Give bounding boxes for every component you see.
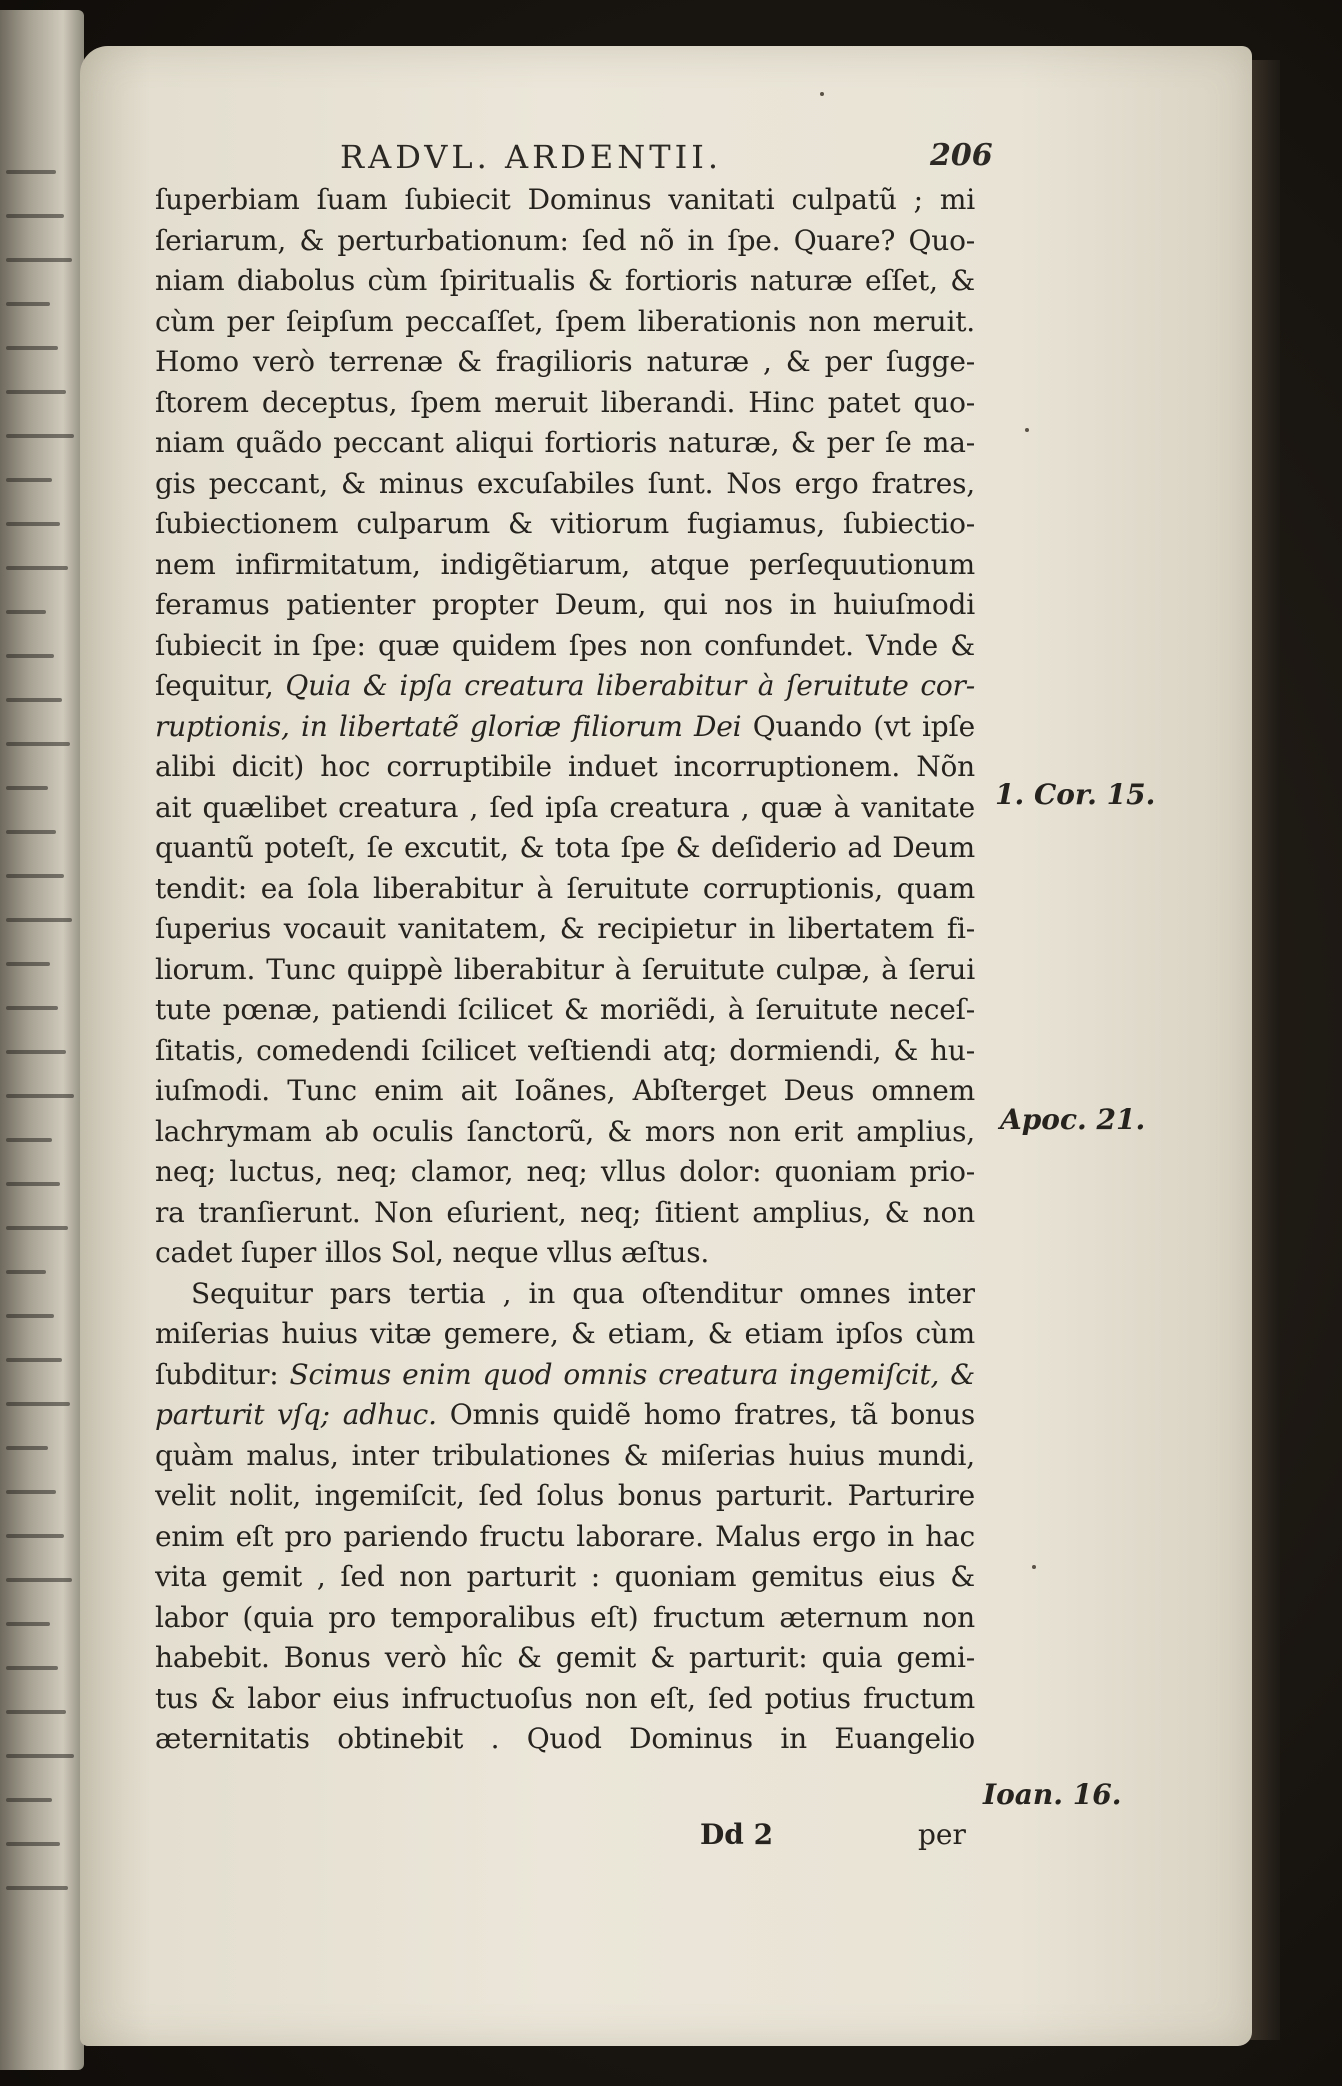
text-line (155, 1071, 975, 1112)
text-line (155, 585, 975, 626)
text-line (155, 383, 975, 424)
text-line (155, 1314, 975, 1355)
text-line (155, 1557, 975, 1598)
facing-text-ghost (6, 434, 74, 438)
line-text: ſubiecit in ſpe: quæ quidem ſpes non confundet. Vnde & (155, 628, 975, 662)
text-line (155, 747, 975, 788)
line-text: labor (quia pro temporalibus eſt) fructum æternum non (155, 1600, 975, 1634)
line-text: ſuperius vocauit vanitatem, & recipietur in libertatem fi- (155, 912, 975, 945)
facing-text-ghost (6, 610, 46, 614)
facing-text-ghost (6, 258, 72, 262)
facing-text-ghost (6, 302, 50, 306)
facing-text-ghost (6, 1006, 58, 1010)
facing-text-ghost (6, 1138, 52, 1142)
catchword: per (918, 1818, 966, 1851)
text-line (155, 504, 975, 545)
line-text: iuſmodi. Tunc enim ait Ioãnes, Abſterget Deus omnem (155, 1074, 975, 1107)
text-line (155, 464, 975, 505)
text-line (155, 1112, 975, 1153)
facing-text-ghost (6, 918, 72, 922)
line-text: lachrymam ab oculis ſanctorũ, & mors non erit amplius, (155, 1114, 975, 1148)
line-text: Omnis quidẽ homo fratres, tã bonus (436, 1398, 975, 1431)
margin-note: Ioan. 16. (983, 1778, 1122, 1811)
text-line (155, 707, 975, 748)
facing-text-ghost (6, 1622, 50, 1626)
page-number: 206 (930, 138, 993, 173)
line-text: ait quælibet creatura , ſed ipſa creatura , quæ à vanitate (155, 790, 975, 824)
margin-note: 1. Cor. 15. (995, 778, 1156, 811)
facing-text-ghost (6, 1798, 52, 1802)
line-text: alibi dicit) hoc corruptibile induet incorruptionem. Nõn (155, 750, 975, 783)
facing-text-ghost (6, 786, 48, 790)
line-text: ſubiectionem culparum & vitiorum fugiamus, ſubiectio- (155, 507, 975, 540)
text-line (155, 1719, 975, 1760)
facing-text-ghost (6, 742, 70, 746)
facing-text-ghost (6, 1710, 66, 1714)
line-text: Sequitur pars tertia , in qua oſtenditur omnes inter (191, 1276, 975, 1310)
text-line (155, 869, 975, 910)
line-text: quantũ poteſt, ſe excutit, & tota ſpe & deſiderio ad Deum (155, 831, 975, 864)
text-line (155, 1638, 975, 1679)
facing-page-edge (0, 10, 84, 2070)
line-text: tus & labor eius infructuoſus non eſt, ſed potius fructum (155, 1681, 975, 1715)
line-text: miſerias huius vitæ gemere, & etiam, & etiam ipſos cùm (155, 1317, 975, 1350)
facing-text-ghost (6, 1050, 66, 1054)
text-line (155, 1679, 975, 1720)
line-text: neq; luctus, neq; clamor, neq; vllus dolor: quoniam prio- (155, 1155, 975, 1188)
margin-note: Apoc. 21. (1000, 1103, 1146, 1136)
text-line (155, 1233, 975, 1274)
text-line (155, 1355, 975, 1396)
text-line (155, 302, 975, 343)
text-line (155, 1395, 975, 1436)
text-line (155, 1031, 975, 1072)
text-line (155, 1152, 975, 1193)
text-line (155, 1436, 975, 1477)
signature-mark: Dd 2 (700, 1818, 774, 1851)
facing-text-ghost (6, 346, 58, 350)
facing-text-ghost (6, 1270, 46, 1274)
text-line (155, 342, 975, 383)
line-text: gis peccant, & minus excuſabiles ſunt. Nos ergo fratres, (155, 466, 975, 500)
text-line (155, 626, 975, 667)
facing-text-ghost (6, 1578, 72, 1582)
text-line (155, 261, 975, 302)
text-line (155, 180, 975, 221)
facing-text-ghost (6, 1666, 58, 1670)
running-title: RADVL. ARDENTII. (340, 138, 723, 176)
facing-text-ghost (6, 962, 50, 966)
italic-quotation: Scimus enim quod omnis creatura ingemiſcit, & (289, 1357, 975, 1391)
line-text: ſuperbiam ſuam ſubiecit Dominus vanitati culpatũ ; mi (155, 183, 975, 216)
body-text (155, 180, 975, 1760)
facing-text-ghost (6, 698, 62, 702)
text-line (155, 950, 975, 991)
line-text: quàm malus, inter tribulationes & miſerias huius mundi, (155, 1438, 975, 1472)
line-text: cùm per ſeipſum peccaſſet, ſpem liberationis non meruit. (155, 304, 975, 338)
line-text: tendit: ea ſola liberabitur à ſeruitute corruptionis, quam (155, 871, 975, 905)
text-line (155, 828, 975, 869)
text-line (155, 990, 975, 1031)
line-text: feramus patienter propter Deum, qui nos in huiuſmodi (155, 588, 975, 621)
line-text: enim eſt pro pariendo fructu laborare. Malus ergo in hac (155, 1519, 975, 1553)
text-line (155, 788, 975, 829)
line-text: habebit. Bonus verò hîc & gemit & parturit: quia gemi- (155, 1641, 975, 1674)
italic-quotation: parturit vſq; adhuc. (155, 1398, 437, 1431)
facing-text-ghost (6, 390, 66, 394)
facing-text-ghost (6, 1402, 70, 1406)
line-text: nem infirmitatum, indigẽtiarum, atque perſequutionum (155, 547, 975, 581)
text-line (155, 1517, 975, 1558)
facing-text-ghost (6, 1842, 60, 1846)
facing-text-ghost (6, 1490, 56, 1494)
text-line (155, 1476, 975, 1517)
line-text: Quando (vt ipſe (741, 709, 975, 743)
facing-text-ghost (6, 654, 54, 658)
facing-text-ghost (6, 1754, 74, 1758)
text-line (155, 1193, 975, 1234)
facing-text-ghost (6, 874, 64, 878)
page-fore-edge (1250, 60, 1280, 2040)
line-text: liorum. Tunc quippè liberabitur à ſeruitute culpæ, à ſerui (155, 952, 975, 986)
facing-text-ghost (6, 1886, 68, 1890)
facing-text-ghost (6, 1094, 74, 1098)
text-line (155, 545, 975, 586)
paper-speck (1025, 428, 1029, 432)
line-text: cadet ſuper illos Sol, neque vllus æſtus. (155, 1236, 710, 1269)
paper-speck (820, 92, 824, 96)
text-line (155, 666, 975, 707)
facing-text-ghost (6, 214, 64, 218)
text-line (155, 1274, 975, 1315)
line-text: niam quãdo peccant aliqui fortioris naturæ, & per ſe ma- (155, 426, 975, 459)
text-line (155, 1598, 975, 1639)
italic-quotation: Quia & ipſa creatura liberabitur à ſeruitute cor- (285, 669, 975, 702)
facing-text-ghost (6, 830, 56, 834)
text-line (155, 909, 975, 950)
line-text: velit nolit, ingemiſcit, ſed ſolus bonus parturit. Parturire (155, 1479, 975, 1512)
facing-text-ghost (6, 1314, 54, 1318)
paper-speck (1032, 1565, 1036, 1569)
facing-text-ghost (6, 566, 68, 570)
line-text: æternitatis obtinebit . Quod Dominus in Euangelio (155, 1722, 975, 1755)
line-text: vita gemit , ſed non parturit : quoniam gemitus eius & (155, 1560, 975, 1593)
facing-text-ghost (6, 1226, 68, 1230)
facing-text-ghost (6, 1358, 62, 1362)
line-text: ſequitur, (155, 669, 286, 702)
line-text: niam diabolus cùm ſpiritualis & fortioris naturæ eſſet, & (155, 264, 975, 297)
line-text: ra tranſierunt. Non eſurient, neq; ſitient amplius, & non (155, 1195, 975, 1229)
text-line (155, 221, 975, 262)
text-line (155, 423, 975, 464)
facing-text-ghost (6, 478, 52, 482)
facing-text-ghost (6, 1534, 64, 1538)
italic-quotation: ruptionis, in libertatẽ gloriæ filiorum Dei (155, 709, 742, 743)
line-text: ſtorem deceptus, ſpem meruit liberandi. Hinc patet quo- (155, 385, 975, 419)
facing-text-ghost (6, 522, 60, 526)
line-text: ſitatis, comedendi ſcilicet veſtiendi atq; dormiendi, & hu- (155, 1033, 975, 1067)
line-text: Homo verò terrenæ & fragilioris naturæ , & per ſugge- (155, 345, 975, 378)
line-text: tute pœnæ, patiendi ſcilicet & moriẽdi, à ſeruitute neceſ- (155, 993, 975, 1026)
facing-text-ghost (6, 1182, 60, 1186)
facing-text-ghost (6, 170, 56, 174)
line-text: ſubditur: (155, 1357, 290, 1391)
facing-text-ghost (6, 1446, 48, 1450)
line-text: ſeriarum, & perturbationum: ſed nõ in ſpe. Quare? Quo- (155, 223, 975, 257)
